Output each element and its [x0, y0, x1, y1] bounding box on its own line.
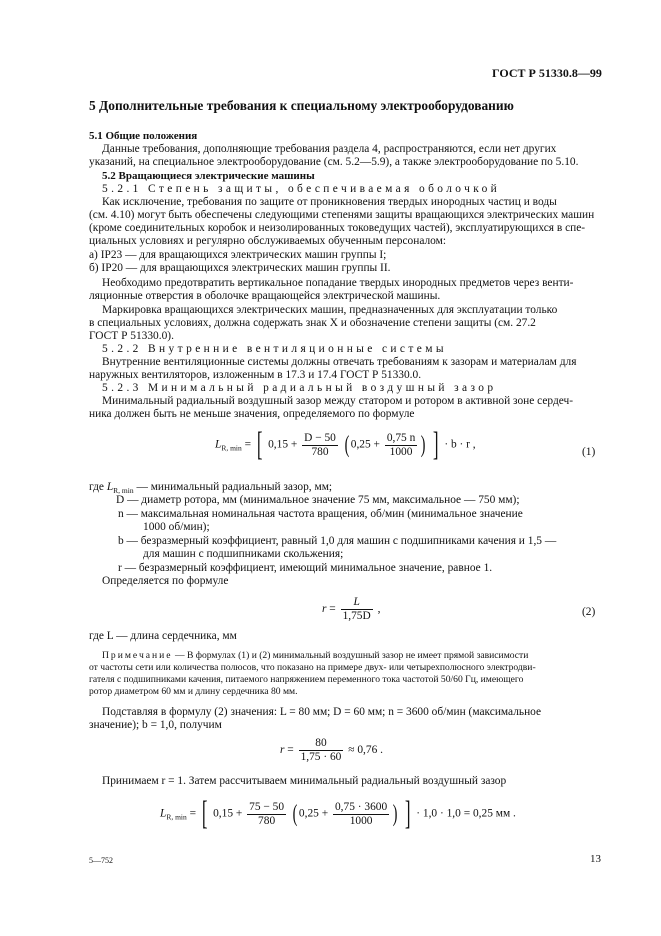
calc-r-formula: r = $\frac{80}{1,75 \cdot 60}$ ≈ 0,76 .: [280, 737, 383, 763]
def-r: r — безразмерный коэффициент, имеющий минимальное значение, равное 1.: [118, 562, 493, 574]
para-line: ГОСТ Р 51330.0).: [89, 330, 174, 342]
heading-5-2-2: 5.2.2 Внутренние вентиляционные системы: [102, 343, 447, 355]
page-number: 13: [590, 853, 601, 865]
def-d: D — диаметр ротора, мм (минимальное значение 75 мм, максимальное — 750 мм);: [116, 494, 520, 506]
note-line4: ротор диаметром 60 мм и длину сердечника 80 мм.: [89, 686, 298, 697]
formula-1: $L_{R, min}$ = [ 0,15 + $\frac{D - 50}{780}$ ( 0,25 + $\frac{0,75 n}{1000}$ ) ] · b · r ,: [215, 426, 476, 463]
para-line: Внутренние вентиляционные системы должны отвечать требованиям к зазорам и материалам для: [102, 356, 577, 368]
para-line: ляционные отверстия в оболочке вращающейся электрической машины.: [89, 290, 441, 302]
calc-gap-formula: $L_{R, min}$ = [ 0,15 + $\frac{75 - 50}{780}$ ( 0,25 + $\frac{0,75 \cdot 3600}{1000}$ ) ] · 1,0 · 1,0 = 0,25 мм .: [160, 795, 516, 832]
where-lead: где $L_{R, min}$ — минимальный радиальный зазор, мм;: [89, 481, 333, 495]
calc-line1: Подставляя в формулу (2) значения: L = 80 мм; D = 60 мм; n = 3600 об/мин (максимальное: [102, 706, 542, 718]
para-line: ника должен быть не меньше значения, определяемого по формуле: [89, 408, 415, 420]
footer-code: 5—752: [89, 856, 113, 865]
section-title: 5 Дополнительные требования к специальному электрооборудованию: [89, 98, 514, 113]
heading-5-2-1: 5.2.1 Степень защиты, обеспечиваемая оболочкой: [102, 183, 501, 195]
list-item-b: б) IP20 — для вращающихся электрических машин группы II.: [89, 262, 391, 274]
para-5-1-line2: указаний, на специальное электрооборудование (см. 5.2—5.9), а также электрооборудование по 5.10.: [89, 156, 579, 168]
para-line: Как исключение, требования по защите от проникновения твердых инородных частиц и воды: [102, 196, 557, 208]
para-line: Необходимо предотвратить вертикальное попадание твердых инородных предметов через венти-: [102, 277, 574, 289]
note-line2: от частоты сети или количества полюсов, что показано на примере двух- или четырехполюсного электродви-: [89, 662, 536, 673]
def-n: n — максимальная номинальная частота вращения, об/мин (минимальное значение: [118, 508, 523, 520]
para-line: Минимальный радиальный воздушный зазор между статором и ротором в активной зоне сердеч-: [102, 395, 574, 407]
def-b-cont: для машин с подшипниками скольжения;: [143, 548, 344, 560]
def-n-cont: 1000 об/мин);: [143, 521, 210, 533]
where-2: где L — длина сердечника, мм: [89, 630, 237, 642]
formula-2: r = $\frac{L}{1,75D}$ ,: [322, 596, 381, 622]
heading-5-2: 5.2 Вращающиеся электрические машины: [102, 170, 315, 182]
para-line: Маркировка вращающихся электрических машин, предназначенных для эксплуатации только: [102, 304, 558, 316]
para-line: наружных вентиляторов, изложенным в 17.3 и 17.4 ГОСТ Р 51330.0.: [89, 369, 422, 381]
equation-number-2: (2): [582, 606, 596, 618]
note-line3: гателя с подшипниками качения, питаемого напряжением переменного тока частотой 50/60 Гц, имеющего: [89, 674, 524, 685]
calc-line2: значение); b = 1,0, получим: [89, 719, 222, 731]
calc-accept: Принимаем r = 1. Затем рассчитываем минимальный радиальный воздушный зазор: [102, 775, 507, 787]
para-line: (см. 4.10) могут быть обеспечены следующими степенями защиты вращающихся электрических машин: [89, 209, 595, 221]
heading-5-2-3: 5.2.3 Минимальный радиальный воздушный зазор: [102, 382, 497, 394]
def-b: b — безразмерный коэффициент, равный 1,0 для машин с подшипниками качения и 1,5 —: [118, 535, 557, 547]
document-id: ГОСТ Р 51330.8—99: [492, 66, 602, 80]
para-5-1-line1: Данные требования, дополняющие требования раздела 4, распространяются, если нет других: [102, 143, 557, 155]
note-line1: Примечание — В формулах (1) и (2) минимальный воздушный зазор не имеет прямой зависимости: [102, 650, 529, 661]
heading-5-1: 5.1 Общие положения: [89, 130, 198, 142]
equation-number-1: (1): [582, 446, 596, 458]
para-line: циальных условиях и регулярно обслуживаемых обученным персоналом:: [89, 235, 447, 247]
para-line: в специальных условиях, должна содержать знак X и обозначение степени защиты (см. 27.2: [89, 317, 536, 329]
formula-2-intro: Определяется по формуле: [102, 575, 229, 587]
para-line: (кроме соединительных коробок и неизолированных токоведущих частей), эксплуатирующихся в спе-: [89, 222, 586, 234]
list-item-a: а) IP23 — для вращающихся электрических машин группы I;: [89, 249, 387, 261]
